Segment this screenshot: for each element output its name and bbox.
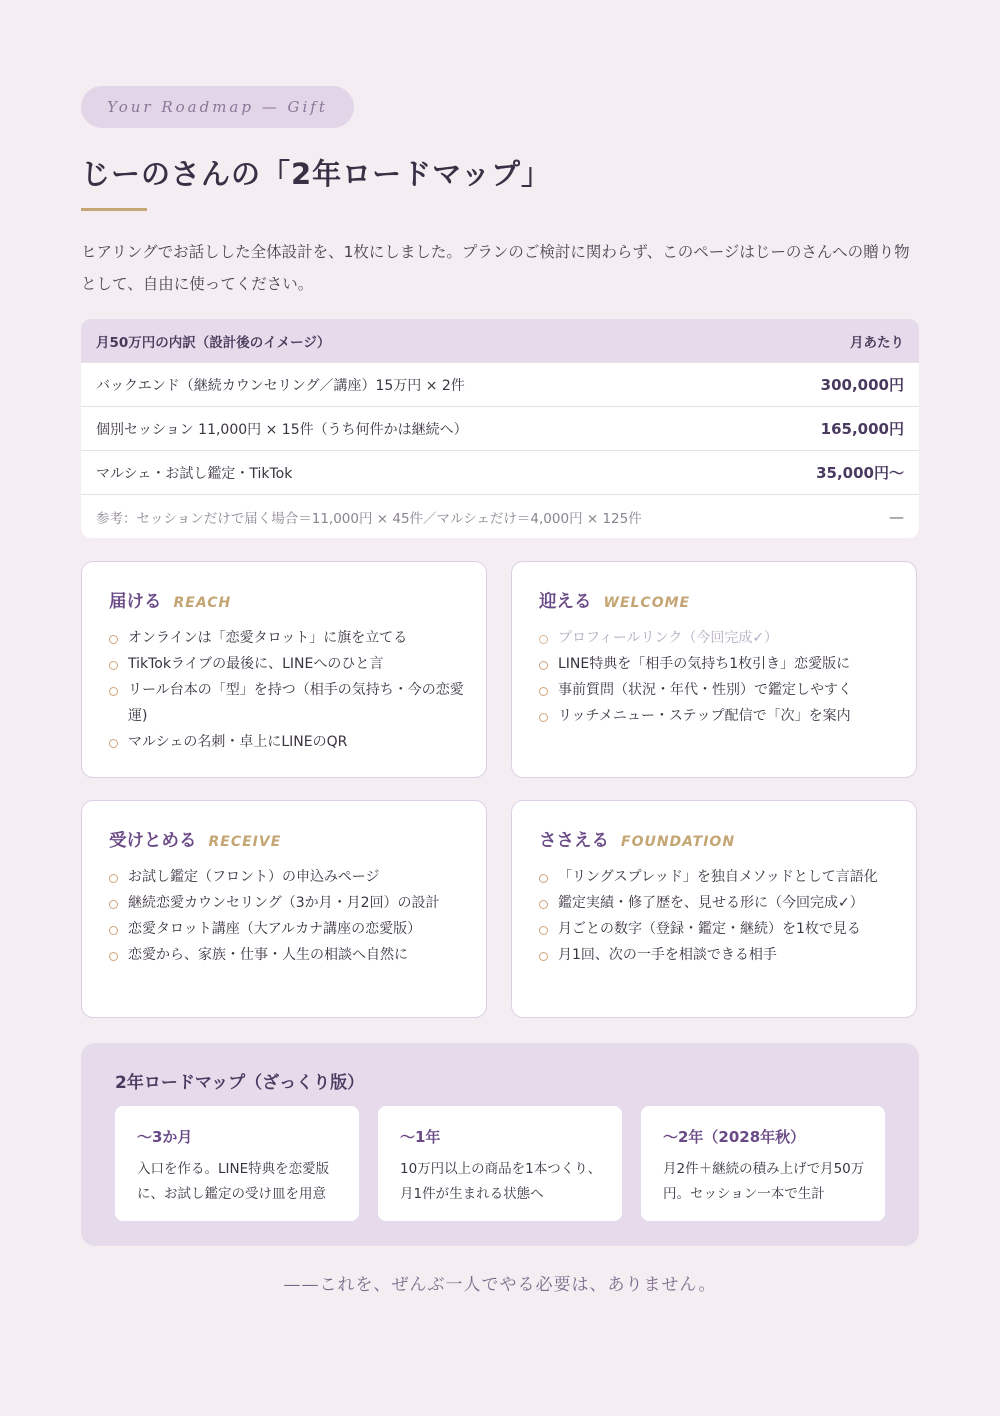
list-item: 継続恋愛カウンセリング（3か月・月2回）の設計 [109, 890, 466, 916]
phase-desc: 入口を作る。LINE特典を恋愛版に、お試し鑑定の受け皿を用意 [137, 1161, 330, 1202]
table-header [81, 319, 919, 362]
list-item-completed: プロフィールリンク（今回完成✓） [539, 625, 896, 651]
circle-bullet-icon [109, 635, 118, 644]
row-amount: 165,000円 [820, 420, 904, 438]
list-item: TikTokライブの最後に、LINEへのひと言 [109, 651, 466, 677]
table-row [81, 406, 919, 450]
list-item: リール台本の「型」を持つ（相手の気持ち・今の恋愛運) [109, 677, 466, 729]
gift-badge: Your Roadmap — Gift [81, 86, 354, 128]
circle-bullet-icon [539, 952, 548, 961]
card-reach [81, 561, 487, 778]
list-item: 恋愛タロット講座（大アルカナ講座の恋愛版） [109, 916, 466, 942]
list-item: 「リングスプレッド」を独自メソッドとして言語化 [539, 864, 896, 890]
circle-bullet-icon [539, 900, 548, 909]
list-item: オンラインは「恋愛タロット」に旗を立てる [109, 625, 466, 651]
phase-card [378, 1106, 622, 1221]
roadmap-panel [81, 1043, 919, 1246]
phase-label: 〜1年 [400, 1128, 441, 1146]
card-title: ささえる [539, 831, 609, 851]
card-subtitle: FOUNDATION [621, 834, 736, 850]
card-title: 受けとめる [109, 831, 197, 851]
table-reference-row [81, 494, 919, 538]
list-item: 月1回、次の一手を相談できる相手 [539, 942, 896, 968]
row-amount: 300,000円 [820, 376, 904, 394]
list-item: リッチメニュー・ステップ配信で「次」を案内 [539, 703, 896, 729]
card-list [539, 864, 896, 968]
list-item: お試し鑑定（フロント）の申込みページ [109, 864, 466, 890]
row-amount: 35,000円〜 [816, 464, 904, 482]
card-welcome [511, 561, 917, 778]
circle-bullet-icon [109, 661, 118, 670]
table-row [81, 362, 919, 406]
phase-label: 〜2年（2028年秋） [663, 1128, 806, 1146]
table-row [81, 450, 919, 494]
reference-amount: — [889, 507, 904, 526]
card-subtitle: REACH [173, 595, 232, 611]
phase-card [115, 1106, 359, 1221]
list-item: 事前質問（状況・年代・性別）で鑑定しやすく [539, 677, 896, 703]
card-foundation [511, 800, 917, 1018]
intro-text: ヒアリングでお話しした全体設計を、1枚にしました。プランのご検討に関わらず、このページはじーのさんへの贈り物として、自由に使ってください。 [81, 243, 910, 293]
row-label: 個別セッション 11,000円 × 15件（うち何件かは継続へ） [96, 421, 468, 438]
row-label: バックエンド（継続カウンセリング／講座）15万円 × 2件 [96, 377, 465, 394]
circle-bullet-icon [109, 926, 118, 935]
row-label: マルシェ・お試し鑑定・TikTok [96, 465, 293, 482]
list-item: 鑑定実績・修了歴を、見せる形に（今回完成✓） [539, 890, 896, 916]
card-list [539, 625, 896, 729]
card-list [109, 625, 466, 755]
list-item: LINE特典を「相手の気持ち1枚引き」恋愛版に [539, 651, 896, 677]
phase-card [641, 1106, 885, 1221]
list-item: 月ごとの数字（登録・鑑定・継続）を1枚で見る [539, 916, 896, 942]
circle-bullet-icon [109, 687, 118, 696]
card-title: 届ける [109, 592, 162, 612]
circle-bullet-icon [109, 952, 118, 961]
circle-bullet-icon [539, 687, 548, 696]
table-header-unit: 月あたり [850, 334, 904, 351]
reference-label: 参考：セッションだけで届く場合＝11,000円 × 45件／マルシェだけ＝4,000円 × 125件 [96, 510, 642, 527]
circle-bullet-icon [539, 661, 548, 670]
card-title: 迎える [539, 592, 592, 612]
circle-bullet-icon [109, 739, 118, 748]
list-item: 恋愛から、家族・仕事・人生の相談へ自然に [109, 942, 466, 968]
circle-bullet-icon [109, 900, 118, 909]
card-subtitle: RECEIVE [208, 834, 282, 850]
card-list [109, 864, 466, 968]
phase-label: 〜3か月 [137, 1128, 193, 1146]
phase-desc: 月2件＋継続の積み上げで月50万円。セッション一本で生計 [663, 1161, 865, 1202]
title-underline [81, 208, 147, 211]
card-subtitle: WELCOME [603, 595, 691, 611]
circle-bullet-icon [539, 926, 548, 935]
roadmap-title: 2年ロードマップ（ざっくり版） [115, 1073, 365, 1093]
closing-message: ——これを、ぜんぶ一人でやる必要は、ありません。 [283, 1275, 717, 1295]
circle-bullet-icon [539, 874, 548, 883]
circle-bullet-icon [109, 874, 118, 883]
page-title: じーのさんの「2年ロードマップ」 [81, 157, 552, 191]
table-header-label: 月50万円の内訳（設計後のイメージ） [96, 334, 331, 351]
income-breakdown-table [81, 319, 919, 538]
phase-desc: 10万円以上の商品を1本つくり、月1件が生まれる状態へ [400, 1161, 602, 1202]
circle-bullet-icon [539, 635, 548, 644]
card-receive [81, 800, 487, 1018]
list-item: マルシェの名刺・卓上にLINEのQR [109, 729, 466, 755]
circle-bullet-icon [539, 713, 548, 722]
